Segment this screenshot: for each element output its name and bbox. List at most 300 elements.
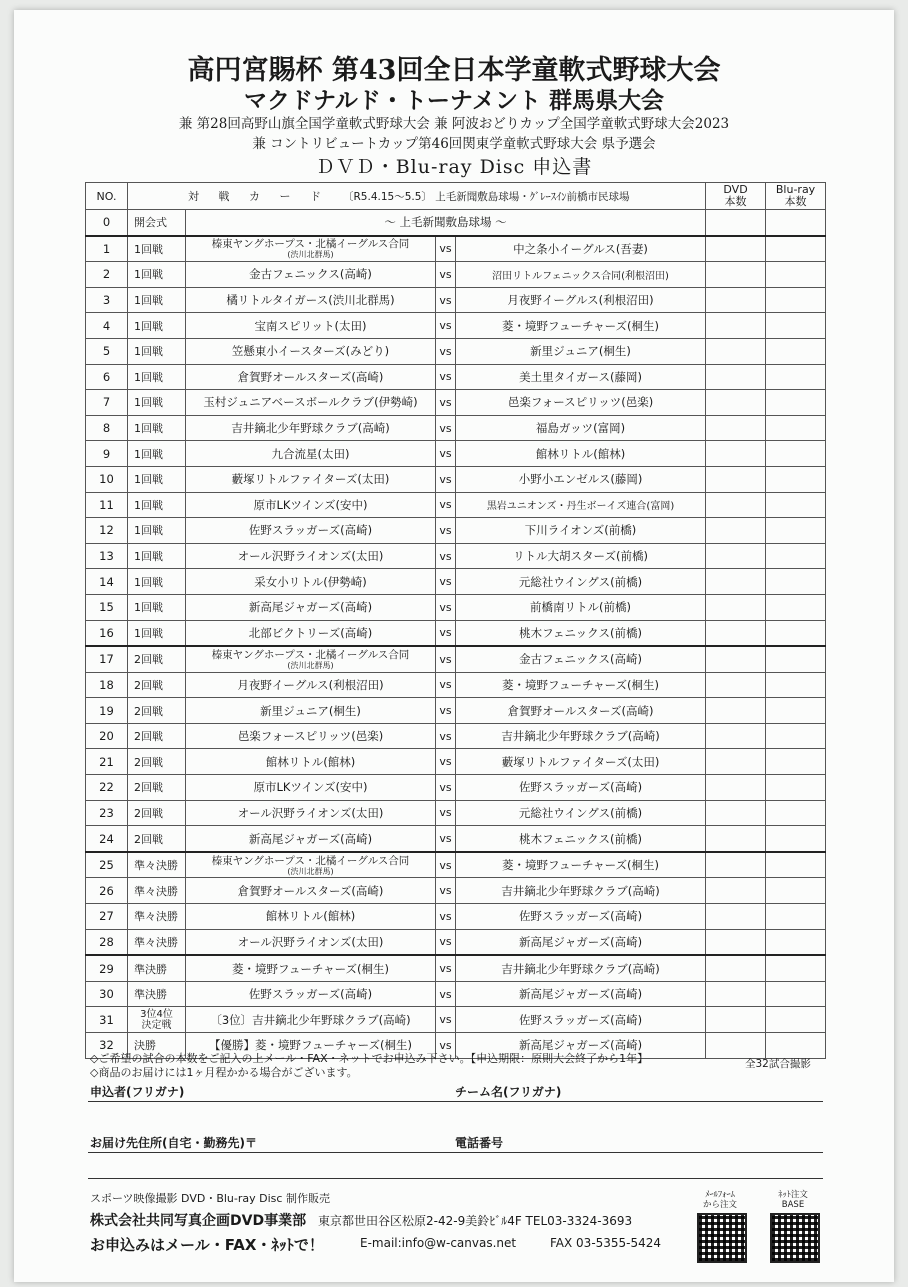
vs-label: vs xyxy=(436,852,456,878)
bluray-qty-input[interactable] xyxy=(766,620,826,646)
row-no: 15 xyxy=(86,594,128,620)
dvd-qty-input[interactable] xyxy=(706,852,766,878)
row-no: 9 xyxy=(86,441,128,467)
table-row xyxy=(86,518,826,544)
bluray-qty-input[interactable] xyxy=(766,569,826,595)
row-round: 1回戦 xyxy=(128,594,186,620)
away-team: 新高尾ジャガーズ(高崎) xyxy=(456,1033,706,1059)
home-team-name: 榛東ヤングホープス・北橘イーグルス合同 xyxy=(211,648,410,661)
row-no: 29 xyxy=(86,955,128,981)
bluray-qty-input[interactable] xyxy=(766,878,826,904)
row-no: 17 xyxy=(86,646,128,672)
vs-label: vs xyxy=(436,441,456,467)
away-team: 新里ジュニア(桐生) xyxy=(456,338,706,364)
row-round: 決勝 xyxy=(128,1033,186,1059)
form-title: ＤＶＤ・Blu-ray Disc 申込書 xyxy=(315,156,593,178)
dvd-qty-input[interactable] xyxy=(706,620,766,646)
dvd-qty-input[interactable] xyxy=(706,800,766,826)
bluray-qty-input[interactable] xyxy=(766,981,826,1007)
row-no: 25 xyxy=(86,852,128,878)
table-row xyxy=(86,569,826,595)
away-team: 藪塚リトルファイターズ(太田) xyxy=(456,749,706,775)
home-team xyxy=(186,236,436,262)
row-round: 1回戦 xyxy=(128,543,186,569)
header-card-detail: 〔R5.4.15～5.5〕 上毛新聞敷島球場・ｸﾞﾚｰｽｲﾝ前橋市民球場 xyxy=(343,191,630,203)
row-round: 2回戦 xyxy=(128,800,186,826)
row-round: 1回戦 xyxy=(128,338,186,364)
row-no: 0 xyxy=(86,210,128,236)
row-round: 1回戦 xyxy=(128,441,186,467)
round-line2: 決定戦 xyxy=(141,1019,172,1031)
away-team: 福島ガッツ(富岡) xyxy=(456,415,706,441)
away-team: 倉賀野オールスターズ(高崎) xyxy=(456,698,706,724)
dvd-qty-input[interactable] xyxy=(706,210,766,236)
dvd-qty-input[interactable] xyxy=(706,723,766,749)
row-round: 1回戦 xyxy=(128,364,186,390)
row-round: 1回戦 xyxy=(128,569,186,595)
away-team: 佐野スラッガーズ(高崎) xyxy=(456,1007,706,1033)
row-no: 23 xyxy=(86,800,128,826)
row-round: 1回戦 xyxy=(128,313,186,339)
vs-label: vs xyxy=(436,826,456,852)
home-team xyxy=(186,852,436,878)
home-team: 藪塚リトルファイターズ(太田) xyxy=(186,466,436,492)
round-line1: 3位4位 xyxy=(140,1008,173,1020)
table-row xyxy=(86,594,826,620)
home-team: 新高尾ジャガーズ(高崎) xyxy=(186,826,436,852)
away-team: 邑楽フォースピリッツ(邑楽) xyxy=(456,390,706,416)
away-team: 月夜野イーグルス(利根沼田) xyxy=(456,287,706,313)
row-round: 1回戦 xyxy=(128,466,186,492)
bluray-qty-input[interactable] xyxy=(766,364,826,390)
home-team: 月夜野イーグルス(利根沼田) xyxy=(186,672,436,698)
dvd-qty-input[interactable] xyxy=(706,698,766,724)
home-team-name: 榛東ヤングホープス・北橘イーグルス合同 xyxy=(211,854,410,867)
row-no: 8 xyxy=(86,415,128,441)
applicant-label: 申込者(フリガナ) xyxy=(90,1085,185,1099)
home-team-region: (渋川北群馬) xyxy=(287,250,334,260)
dvd-qty-input[interactable] xyxy=(706,236,766,262)
away-team: 元総社ウイングス(前橋) xyxy=(456,569,706,595)
footer-line1: スポーツ映像撮影 DVD・Blu-ray Disc 制作販売 xyxy=(90,1192,330,1205)
dvd-qty-input[interactable] xyxy=(706,646,766,672)
row-no: 6 xyxy=(86,364,128,390)
dvd-qty-input[interactable] xyxy=(706,826,766,852)
row-round: 2回戦 xyxy=(128,775,186,801)
bluray-qty-input[interactable] xyxy=(766,646,826,672)
team-label: チーム名(フリガナ) xyxy=(455,1085,562,1099)
row-round: 準々決勝 xyxy=(128,904,186,930)
away-team: 美土里タイガース(藤岡) xyxy=(456,364,706,390)
table-row xyxy=(86,904,826,930)
row-round: 2回戦 xyxy=(128,723,186,749)
vs-label: vs xyxy=(436,800,456,826)
bluray-qty-input[interactable] xyxy=(766,492,826,518)
order-cta: お申込みはメール・FAX・ﾈｯﾄで！ xyxy=(90,1236,324,1254)
away-team: 元総社ウイングス(前橋) xyxy=(456,800,706,826)
bluray-qty-input[interactable] xyxy=(766,672,826,698)
home-team: 笠懸東小イースターズ(みどり) xyxy=(186,338,436,364)
table-row xyxy=(86,955,826,981)
subtitle-line-1: 兼 第28回高野山旗全国学童軟式野球大会 兼 阿波おどりカップ全国学童軟式野球大会2023 xyxy=(178,116,730,132)
dvd-qty-input[interactable] xyxy=(706,955,766,981)
vs-label: vs xyxy=(436,775,456,801)
table-row xyxy=(86,262,826,288)
table-row xyxy=(86,466,826,492)
table-row xyxy=(86,723,826,749)
home-team: 新里ジュニア(桐生) xyxy=(186,698,436,724)
row-no: 31 xyxy=(86,1007,128,1033)
qr-base-label: ﾈｯﾄ注文 BASE xyxy=(778,1190,808,1210)
qr-mailform-label: ﾒｰﾙﾌｫｰﾑ から注文 xyxy=(702,1190,737,1210)
away-team: 菱・境野フューチャーズ(桐生) xyxy=(456,672,706,698)
vs-label: vs xyxy=(436,236,456,262)
qr-base-icon[interactable] xyxy=(770,1213,820,1263)
dvd-qty-input[interactable] xyxy=(706,415,766,441)
home-team: 〔3位〕吉井鏑北少年野球クラブ(高崎) xyxy=(186,1007,436,1033)
row-no: 16 xyxy=(86,620,128,646)
bluray-qty-input[interactable] xyxy=(766,723,826,749)
bluray-qty-input[interactable] xyxy=(766,415,826,441)
bluray-qty-input[interactable] xyxy=(766,441,826,467)
row-no: 4 xyxy=(86,313,128,339)
away-team: 吉井鏑北少年野球クラブ(高崎) xyxy=(456,723,706,749)
away-team: 沼田リトルフェニックス合同(利根沼田) xyxy=(456,262,706,288)
row-round: 1回戦 xyxy=(128,492,186,518)
vs-label: vs xyxy=(436,594,456,620)
vs-label: vs xyxy=(436,749,456,775)
row-round: 1回戦 xyxy=(128,262,186,288)
dvd-qty-input[interactable] xyxy=(706,1033,766,1059)
sub-title: マクドナルド・トーナメント 群馬県大会 xyxy=(244,87,664,114)
home-team: 邑楽フォースピリッツ(邑楽) xyxy=(186,723,436,749)
home-team: 佐野スラッガーズ(高崎) xyxy=(186,518,436,544)
row-round: 準々決勝 xyxy=(128,878,186,904)
home-team-region: (渋川北群馬) xyxy=(287,660,334,670)
bluray-qty-input[interactable] xyxy=(766,594,826,620)
row-no: 14 xyxy=(86,569,128,595)
vs-label: vs xyxy=(436,1033,456,1059)
home-team: オール沢野ライオンズ(太田) xyxy=(186,929,436,955)
row-round: 2回戦 xyxy=(128,672,186,698)
row-no: 12 xyxy=(86,518,128,544)
address-label: お届け先住所(自宅・勤務先)〒 xyxy=(90,1136,257,1150)
row-no: 24 xyxy=(86,826,128,852)
home-team: 新高尾ジャガーズ(高崎) xyxy=(186,594,436,620)
home-team: 館林リトル(館林) xyxy=(186,904,436,930)
bluray-qty-input[interactable] xyxy=(766,749,826,775)
home-team: 菱・境野フューチャーズ(桐生) xyxy=(186,955,436,981)
away-team: 桃木フェニックス(前橋) xyxy=(456,620,706,646)
vs-label: vs xyxy=(436,262,456,288)
row-round: 2回戦 xyxy=(128,646,186,672)
dvd-qty-input[interactable] xyxy=(706,904,766,930)
table-row xyxy=(86,390,826,416)
bluray-qty-input[interactable] xyxy=(766,800,826,826)
away-team: 吉井鏑北少年野球クラブ(高崎) xyxy=(456,878,706,904)
dvd-qty-input[interactable] xyxy=(706,338,766,364)
table-row xyxy=(86,441,826,467)
row-no: 10 xyxy=(86,466,128,492)
row-round: 準決勝 xyxy=(128,955,186,981)
footer-divider xyxy=(88,1178,823,1179)
row-round: 準々決勝 xyxy=(128,852,186,878)
order-table xyxy=(85,182,826,1059)
dvd-qty-input[interactable] xyxy=(706,390,766,416)
away-team: 佐野スラッガーズ(高崎) xyxy=(456,775,706,801)
vs-label: vs xyxy=(436,955,456,981)
bluray-qty-input[interactable] xyxy=(766,313,826,339)
home-team xyxy=(186,646,436,672)
home-team: 倉賀野オールスターズ(高崎) xyxy=(186,364,436,390)
bluray-qty-input[interactable] xyxy=(766,262,826,288)
dvd-qty-input[interactable] xyxy=(706,466,766,492)
home-team: オール沢野ライオンズ(太田) xyxy=(186,543,436,569)
bluray-qty-input[interactable] xyxy=(766,929,826,955)
bluray-qty-input[interactable] xyxy=(766,210,826,236)
home-team: 橘リトルタイガース(渋川北群馬) xyxy=(186,287,436,313)
table-row xyxy=(86,672,826,698)
row-round: 1回戦 xyxy=(128,390,186,416)
vs-label: vs xyxy=(436,569,456,595)
header-no: NO. xyxy=(86,183,128,210)
table-row xyxy=(86,338,826,364)
away-team: 菱・境野フューチャーズ(桐生) xyxy=(456,313,706,339)
bluray-qty-input[interactable] xyxy=(766,390,826,416)
row-round xyxy=(128,1007,186,1033)
qr-mailform-icon[interactable] xyxy=(697,1213,747,1263)
applicant-field[interactable] xyxy=(88,1101,823,1102)
table-row xyxy=(86,878,826,904)
dvd-qty-input[interactable] xyxy=(706,749,766,775)
row-round: 1回戦 xyxy=(128,518,186,544)
vs-label: vs xyxy=(436,981,456,1007)
away-team: 金古フェニックス(高崎) xyxy=(456,646,706,672)
bluray-qty-input[interactable] xyxy=(766,338,826,364)
table-row xyxy=(86,1007,826,1033)
table-row xyxy=(86,800,826,826)
vs-label: vs xyxy=(436,415,456,441)
row-round: 2回戦 xyxy=(128,826,186,852)
dvd-qty-input[interactable] xyxy=(706,543,766,569)
away-team: 小野小エンゼルス(藤岡) xyxy=(456,466,706,492)
vs-label: vs xyxy=(436,904,456,930)
home-team-name: 榛東ヤングホープス・北橘イーグルス合同 xyxy=(211,238,410,251)
home-team: 金古フェニックス(高崎) xyxy=(186,262,436,288)
vs-label: vs xyxy=(436,620,456,646)
vs-label: vs xyxy=(436,287,456,313)
note-deadline: ◇ご希望の試合の本数をご記入の上メール・FAX・ネットでお申込み下さい。【申込期限：原則大会終了から1年】 xyxy=(90,1052,649,1065)
table-row xyxy=(86,852,826,878)
contact-email[interactable]: E-mail:info@w-canvas.net xyxy=(360,1236,517,1250)
dvd-qty-input[interactable] xyxy=(706,518,766,544)
row-no: 21 xyxy=(86,749,128,775)
table-row xyxy=(86,415,826,441)
vs-label: vs xyxy=(436,672,456,698)
vs-label: vs xyxy=(436,646,456,672)
table-row xyxy=(86,236,826,262)
vs-label: vs xyxy=(436,492,456,518)
vs-label: vs xyxy=(436,698,456,724)
dvd-qty-input[interactable] xyxy=(706,1007,766,1033)
away-team: リトル大胡スターズ(前橋) xyxy=(456,543,706,569)
dvd-qty-input[interactable] xyxy=(706,981,766,1007)
home-team-region: (渋川北群馬) xyxy=(287,866,334,876)
home-team: 佐野スラッガーズ(高崎) xyxy=(186,981,436,1007)
row-no: 1 xyxy=(86,236,128,262)
away-team: 桃木フェニックス(前橋) xyxy=(456,826,706,852)
dvd-qty-input[interactable] xyxy=(706,492,766,518)
vs-label: vs xyxy=(436,390,456,416)
away-team: 菱・境野フューチャーズ(桐生) xyxy=(456,852,706,878)
total-matches: 全32試合撮影 xyxy=(745,1058,811,1070)
away-team: 新高尾ジャガーズ(高崎) xyxy=(456,929,706,955)
company-address: 東京都世田谷区松原2-42-9美鈴ﾋﾞﾙ4F TEL03-3324-3693 xyxy=(318,1214,633,1228)
table-row xyxy=(86,620,826,646)
home-team: 九合流星(太田) xyxy=(186,441,436,467)
away-team: 佐野スラッガーズ(高崎) xyxy=(456,904,706,930)
home-team: 原市LKツインズ(安中) xyxy=(186,492,436,518)
home-team: 宝南スピリット(太田) xyxy=(186,313,436,339)
row-no: 32 xyxy=(86,1033,128,1059)
home-team: 【優勝】菱・境野フューチャーズ(桐生) xyxy=(186,1033,436,1059)
company-name: 株式会社共同写真企画DVD事業部 xyxy=(90,1213,307,1229)
bluray-qty-input[interactable] xyxy=(766,904,826,930)
vs-label: vs xyxy=(436,313,456,339)
dvd-qty-input[interactable] xyxy=(706,929,766,955)
vs-label: vs xyxy=(436,466,456,492)
table-row xyxy=(86,492,826,518)
row-no: 22 xyxy=(86,775,128,801)
home-team: 原市LKツインズ(安中) xyxy=(186,775,436,801)
home-team: 北部ビクトリーズ(高崎) xyxy=(186,620,436,646)
table-header xyxy=(86,183,826,210)
home-team: 倉賀野オールスターズ(高崎) xyxy=(186,878,436,904)
header-card: 対 戦 カ ー ド 〔R5.4.15～5.5〕 上毛新聞敷島球場・ｸﾞﾚｰｽｲﾝ前橋市民球場 xyxy=(128,183,706,210)
vs-label: vs xyxy=(436,878,456,904)
row-no: 18 xyxy=(86,672,128,698)
away-team: 下川ライオンズ(前橋) xyxy=(456,518,706,544)
bluray-qty-input[interactable] xyxy=(766,1033,826,1059)
note-delivery: ◇商品のお届けには1ヶ月程かかる場合がございます。 xyxy=(90,1066,358,1079)
table-row xyxy=(86,313,826,339)
row-no: 13 xyxy=(86,543,128,569)
table-row xyxy=(86,929,826,955)
vs-label: vs xyxy=(436,723,456,749)
dvd-qty-input[interactable] xyxy=(706,569,766,595)
row-no: 2 xyxy=(86,262,128,288)
vs-label: vs xyxy=(436,543,456,569)
bluray-qty-input[interactable] xyxy=(766,518,826,544)
row-no: 28 xyxy=(86,929,128,955)
address-field[interactable] xyxy=(88,1152,823,1153)
away-team: 新高尾ジャガーズ(高崎) xyxy=(456,981,706,1007)
row-round: 開会式 xyxy=(128,210,186,236)
bluray-qty-input[interactable] xyxy=(766,287,826,313)
dvd-qty-input[interactable] xyxy=(706,594,766,620)
home-team: 玉村ジュニアベースボールクラブ(伊勢崎) xyxy=(186,390,436,416)
dvd-qty-input[interactable] xyxy=(706,262,766,288)
dvd-qty-input[interactable] xyxy=(706,313,766,339)
vs-label: vs xyxy=(436,1007,456,1033)
table-row xyxy=(86,646,826,672)
table-row xyxy=(86,543,826,569)
row-round: 1回戦 xyxy=(128,620,186,646)
vs-label: vs xyxy=(436,929,456,955)
home-team: オール沢野ライオンズ(太田) xyxy=(186,800,436,826)
bluray-qty-input[interactable] xyxy=(766,775,826,801)
row-no: 26 xyxy=(86,878,128,904)
bluray-qty-input[interactable] xyxy=(766,698,826,724)
away-team: 吉井鏑北少年野球クラブ(高崎) xyxy=(456,955,706,981)
bluray-qty-input[interactable] xyxy=(766,852,826,878)
bluray-qty-input[interactable] xyxy=(766,236,826,262)
away-team: 前橋南リトル(前橋) xyxy=(456,594,706,620)
away-team: 中之条小イーグルス(吾妻) xyxy=(456,236,706,262)
row-no: 5 xyxy=(86,338,128,364)
row-no: 11 xyxy=(86,492,128,518)
home-team: 館林リトル(館林) xyxy=(186,749,436,775)
dvd-qty-input[interactable] xyxy=(706,287,766,313)
vs-label: vs xyxy=(436,518,456,544)
dvd-qty-input[interactable] xyxy=(706,364,766,390)
table-row-opening xyxy=(86,210,826,236)
row-round: 2回戦 xyxy=(128,749,186,775)
row-round: 1回戦 xyxy=(128,287,186,313)
table-row xyxy=(86,826,826,852)
home-team: 吉井鏑北少年野球クラブ(高崎) xyxy=(186,415,436,441)
bluray-qty-input[interactable] xyxy=(766,826,826,852)
row-round: 2回戦 xyxy=(128,698,186,724)
header-dvd: DVD 本数 xyxy=(706,183,766,210)
row-no: 7 xyxy=(86,390,128,416)
bluray-qty-input[interactable] xyxy=(766,1007,826,1033)
row-round: 1回戦 xyxy=(128,415,186,441)
vs-label: vs xyxy=(436,338,456,364)
row-no: 27 xyxy=(86,904,128,930)
opening-venue: ～ 上毛新聞敷島球場 ～ xyxy=(186,210,706,236)
vs-label: vs xyxy=(436,364,456,390)
header-bluray: Blu-ray 本数 xyxy=(766,183,826,210)
table-row xyxy=(86,698,826,724)
bluray-qty-input[interactable] xyxy=(766,955,826,981)
row-round: 準決勝 xyxy=(128,981,186,1007)
bluray-qty-input[interactable] xyxy=(766,466,826,492)
subtitle-line-2: 兼 コントリビュートカップ第46回関東学童軟式野球大会 県予選会 xyxy=(252,136,656,152)
dvd-qty-input[interactable] xyxy=(706,441,766,467)
dvd-qty-input[interactable] xyxy=(706,775,766,801)
row-round: 準々決勝 xyxy=(128,929,186,955)
row-no: 30 xyxy=(86,981,128,1007)
row-no: 20 xyxy=(86,723,128,749)
away-team: 館林リトル(館林) xyxy=(456,441,706,467)
row-no: 19 xyxy=(86,698,128,724)
main-title: 高円宮賜杯 第43回全日本学童軟式野球大会 xyxy=(187,55,721,86)
contact-fax: FAX 03-5355-5424 xyxy=(550,1236,662,1250)
table-row xyxy=(86,981,826,1007)
table-row xyxy=(86,749,826,775)
dvd-qty-input[interactable] xyxy=(706,672,766,698)
dvd-qty-input[interactable] xyxy=(706,878,766,904)
home-team: 采女小リトル(伊勢崎) xyxy=(186,569,436,595)
table-row xyxy=(86,287,826,313)
table-row xyxy=(86,364,826,390)
phone-label: 電話番号 xyxy=(455,1136,504,1150)
row-no: 3 xyxy=(86,287,128,313)
row-round: 1回戦 xyxy=(128,236,186,262)
table-row xyxy=(86,775,826,801)
bluray-qty-input[interactable] xyxy=(766,543,826,569)
